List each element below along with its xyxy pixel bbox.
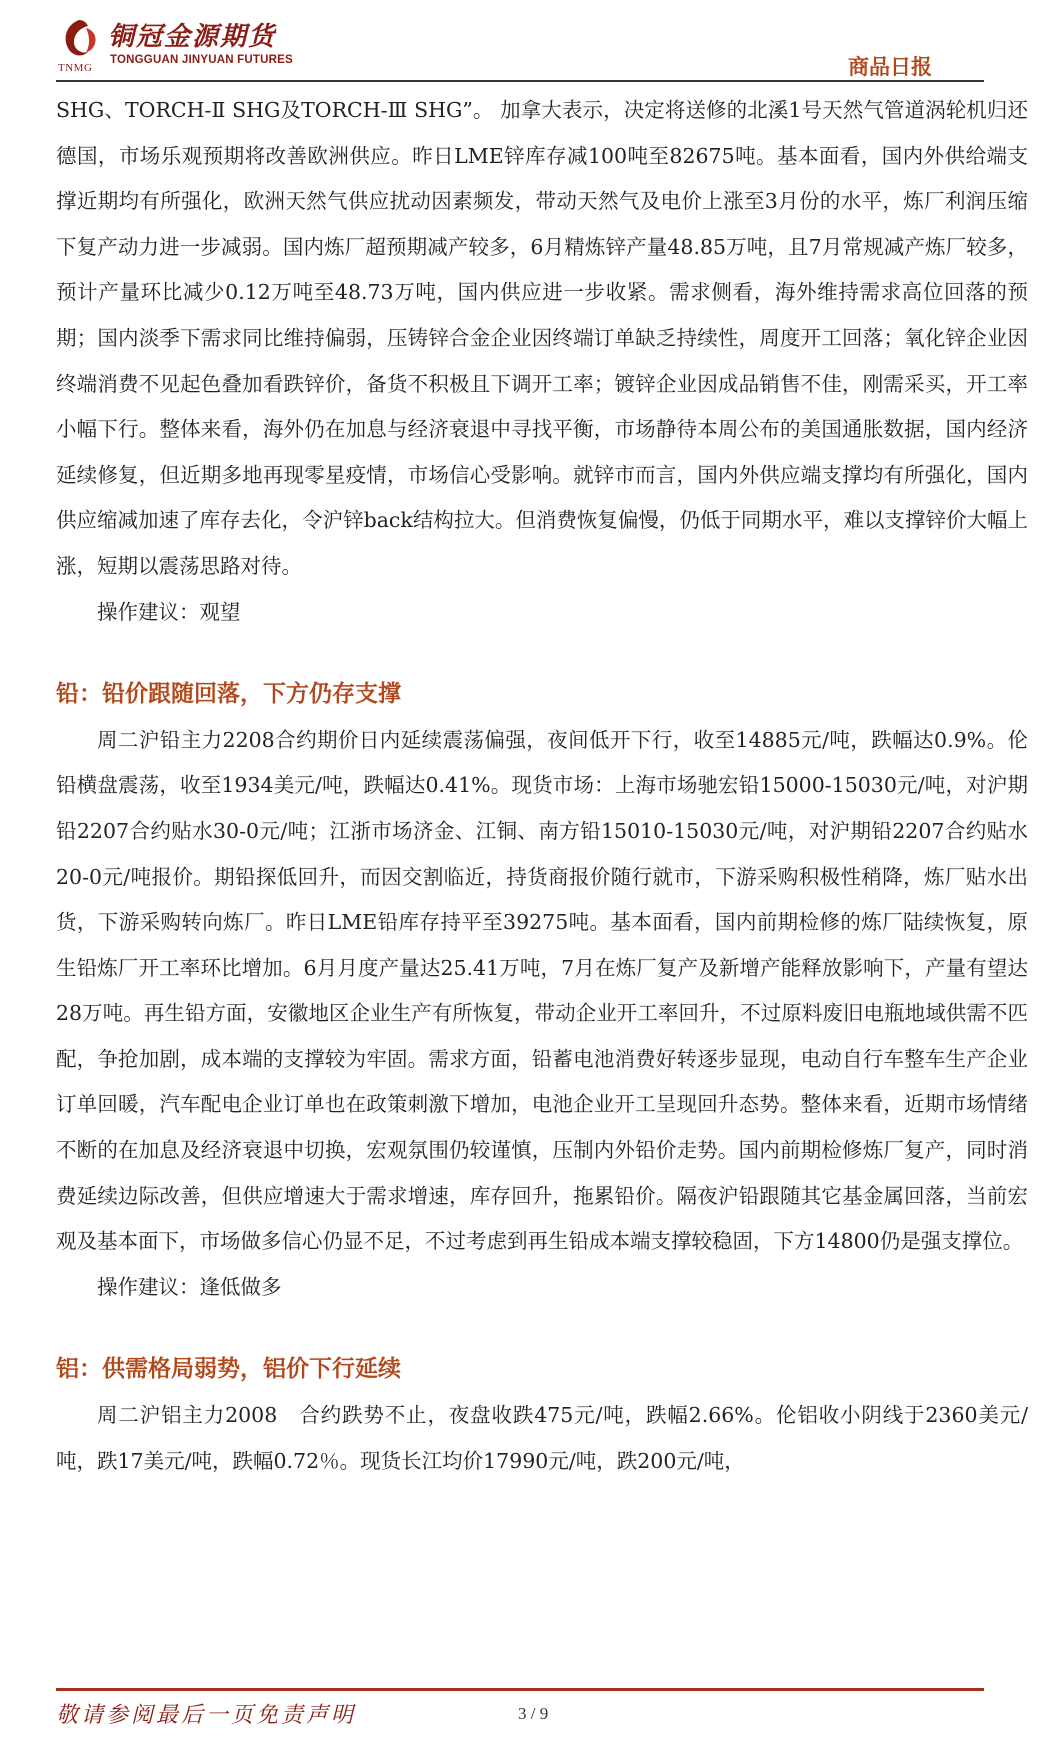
page-number: 3 / 9 bbox=[518, 1704, 549, 1723]
disclaimer-note: 敬请参阅最后一页免责声明 bbox=[56, 1703, 357, 1728]
logo-abbreviation: TNMG bbox=[58, 62, 93, 74]
footer-divider bbox=[56, 1688, 984, 1691]
lead-advice: 操作建议：逢低做多 bbox=[97, 1274, 282, 1299]
company-name-en: TONGGUAN JINYUAN FUTURES bbox=[110, 54, 293, 66]
section-spacer bbox=[56, 1310, 1028, 1347]
lead-section-title: 铅：铅价跟随回落，下方仍存支撑 bbox=[56, 681, 401, 708]
header-divider bbox=[56, 80, 984, 82]
report-type-title: 商品日报 bbox=[848, 55, 932, 79]
lead-analysis-paragraph: 周二沪铅主力2208合约期价日内延续震荡偏强，夜间低开下行，收至14885元/吨，跌幅达0.9%。伦铅横盘震荡，收至1934美元/吨，跌幅达0.41%。现货市场：上海市场驰宏铅15000-15030元/吨，对沪期铅2207合约贴水30-0元/吨；江浙市场济金、江铜、南方铅15010-15030元/吨，对沪期铅2207合约贴水20-0元/吨报价。期铅探低回升，而因交割临近，持货商报价随行就市，下游采购积极性稍降，炼厂贴水出货，下游采购转向炼厂。昨日LME铅库存持平至39275吨。基本面看，国内前期检修的炼厂陆续恢复，原生铅炼厂开工率环比增加。6月月度产量达25.41万吨，7月在炼厂复产及新增产能释放影响下，产量有望达28万吨。再生铅方面，安徽地区企业生产有所恢复，带动企业开工率回升，不过原料废旧电瓶地域供需不匹配，争抢加剧，成本端的支撑较为牢固。需求方面，铅蓄电池消费好转逐步显现，电动自行车整车生产企业订单回暖，汽车配电企业订单也在政策刺激下增加，电池企业开工呈现回升态势。整体来看，近期市场情绪不断的在加息及经济衰退中切换，宏观氛围仍较谨慎，压制内外铅价走势。国内前期检修炼厂复产，同时消费延续边际改善，但供应增速大于需求增速，库存回升，拖累铅价。隔夜沪铅跟随其它基金属回落，当前宏观及基本面下，市场做多信心仍显不足，不过考虑到再生铅成本端支撑较稳固，下方14800仍是强支撑位。 bbox=[56, 727, 1028, 1254]
aluminum-section-title: 铝：供需格局弱势，铝价下行延续 bbox=[56, 1356, 401, 1383]
page-header bbox=[0, 0, 1047, 84]
aluminum-section bbox=[56, 1347, 1028, 1484]
zinc-analysis-paragraph: SHG、TORCH-Ⅱ SHG及TORCH-Ⅲ SHG”。 加拿大表示，决定将送修的北溪1号天然气管道涡轮机归还德国，市场乐观预期将改善欧洲供应。昨日LME锌库存减100吨至82675吨。基本面看，国内外供给端支撑近期均有所强化，欧洲天然气供应扰动因素频发，带动天然气及电价上涨至3月份的水平，炼厂利润压缩下复产动力进一步减弱。国内炼厂超预期减产较多，6月精炼锌产量48.85万吨，且7月常规减产炼厂较多，预计产量环比减少0.12万吨至48.73万吨，国内供应进一步收紧。需求侧看，海外维持需求高位回落的预期；国内淡季下需求同比维持偏弱，压铸锌合金企业因终端订单缺乏持续性，周度开工回落；氧化锌企业因终端消费不见起色叠加看跌锌价，备货不积极且下调开工率；镀锌企业因成品销售不佳，刚需采买，开工率小幅下行。整体来看，海外仍在加息与经济衰退中寻找平衡，市场静待本周公布的美国通胀数据，国内经济延续修复，但近期多地再现零星疫情，市场信心受影响。就锌市而言，国内外供应端支撑均有所强化，国内供应缩减加速了库存去化，令沪锌back结构拉大。但消费恢复偏慢，仍低于同期水平，难以支撑锌价大幅上涨，短期以震荡思路对待。 bbox=[56, 98, 1028, 578]
zinc-advice: 操作建议：观望 bbox=[97, 599, 241, 624]
company-name-cn: 铜冠金源期货 bbox=[108, 22, 277, 52]
section-spacer bbox=[56, 635, 1028, 672]
lead-section bbox=[56, 672, 1028, 1310]
main-content bbox=[56, 88, 1028, 1484]
zinc-section bbox=[56, 88, 1028, 635]
aluminum-analysis-paragraph: 周二沪铝主力2008 合约跌势不止，夜盘收跌475元/吨，跌幅2.66%。伦铝收小阴线于2360美元/吨，跌17美元/吨，跌幅0.72％。现货长江均价17990元/吨，跌200元/吨， bbox=[56, 1403, 1028, 1473]
